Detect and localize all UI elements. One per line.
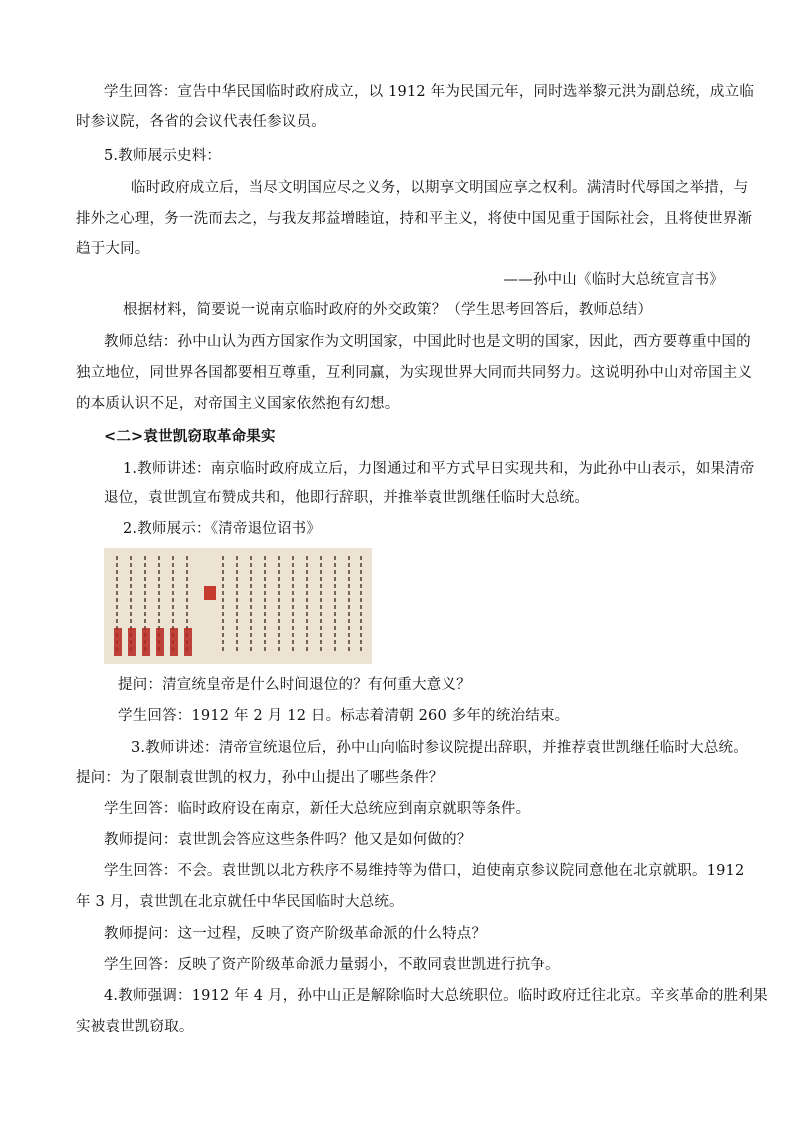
teacher-summary-3: 的本质认识不足，对帝国主义国家依然抱有幻想。: [76, 396, 400, 412]
teacher-emphasis: 4.教师强调：1912 年 4 月，孙中山正是解除临时大总统职位。临时政府迁往北京。辛亥革命的胜利果: [104, 988, 768, 1004]
student-answer-refuse-cont: 年 3 月，袁世凯在北京就任中华民国临时大总统。: [76, 894, 404, 910]
student-answer-refuse: 学生回答：不会。袁世凯以北方秩序不易维持等为借口，迫使南京参议院同意他在北京就职。1912: [104, 863, 745, 879]
student-answer-1: 学生回答：宣告中华民国临时政府成立，以 1912 年为民国元年，同时选举黎元洪为副总统，成立临: [104, 84, 755, 100]
teacher-question-accept: 教师提问：袁世凯会答应这些条件吗？他又是如何做的？: [104, 832, 472, 848]
student-answer-1-cont: 时参议院，各省的会议代表任参议员。: [76, 114, 326, 130]
question-foreign-policy: 根据材料，简要说一说南京临时政府的外交政策？（学生思考回答后，教师总结）: [123, 302, 653, 318]
quote-line-3: 趋于大同。: [76, 241, 150, 257]
section-heading: <二>袁世凯窃取革命果实: [104, 428, 276, 445]
teacher-narrate-3: 3.教师讲述：清帝宣统退位后，孙中山向临时参议院提出辞职，并推荐袁世凯继任临时大总统。: [131, 740, 748, 756]
abdication-edict-image: [104, 548, 372, 664]
student-answer-conditions: 学生回答：临时政府设在南京，新任大总统应到南京就职等条件。: [104, 801, 531, 817]
teacher-emphasis-cont: 实被袁世凯窃取。: [76, 1019, 194, 1035]
teacher-summary-1: 教师总结：孙中山认为西方国家作为文明国家，中国此时也是文明的国家，因此，西方要尊重中国的: [104, 334, 751, 350]
question-abdication: 提问：清宣统皇帝是什么时间退位的？有何重大意义？: [118, 677, 471, 693]
teacher-show-material: 5.教师展示史料：: [104, 148, 222, 164]
quote-line-1: 临时政府成立后，当尽文明国应尽之义务，以期享文明国应享之权利。满清时代辱国之举措，与: [131, 180, 749, 196]
question-conditions: 提问：为了限制袁世凯的权力，孙中山提出了哪些条件？: [76, 770, 444, 786]
teacher-narrate-1-cont: 退位，袁世凯宣布赞成共和，他即行辞职，并推举袁世凯继任临时大总统。: [104, 490, 590, 506]
quote-source: ——孙中山《临时大总统宣言书》: [503, 272, 724, 288]
student-answer-trait: 学生回答：反映了资产阶级革命派力量弱小，不敢同袁世凯进行抗争。: [104, 957, 560, 973]
teacher-summary-2: 独立地位，同世界各国都要相互尊重，互利同赢，为实现世界大同而共同努力。这说明孙中山对帝国主义: [76, 365, 753, 381]
teacher-narrate-1: 1.教师讲述：南京临时政府成立后，力图通过和平方式早日实现共和，为此孙中山表示，如果清帝: [123, 461, 755, 477]
teacher-show-edict: 2.教师展示：《清帝退位诏书》: [123, 521, 322, 537]
quote-line-2: 排外之心理，务一洗而去之，与我友邦益增睦谊，持和平主义，将使中国见重于国际社会，且将使世界渐: [76, 211, 753, 227]
teacher-question-trait: 教师提问：这一过程，反映了资产阶级革命派的什么特点？: [104, 926, 487, 942]
student-answer-date: 学生回答：1912 年 2 月 12 日。标志着清朝 260 多年的统治结束。: [118, 708, 570, 724]
